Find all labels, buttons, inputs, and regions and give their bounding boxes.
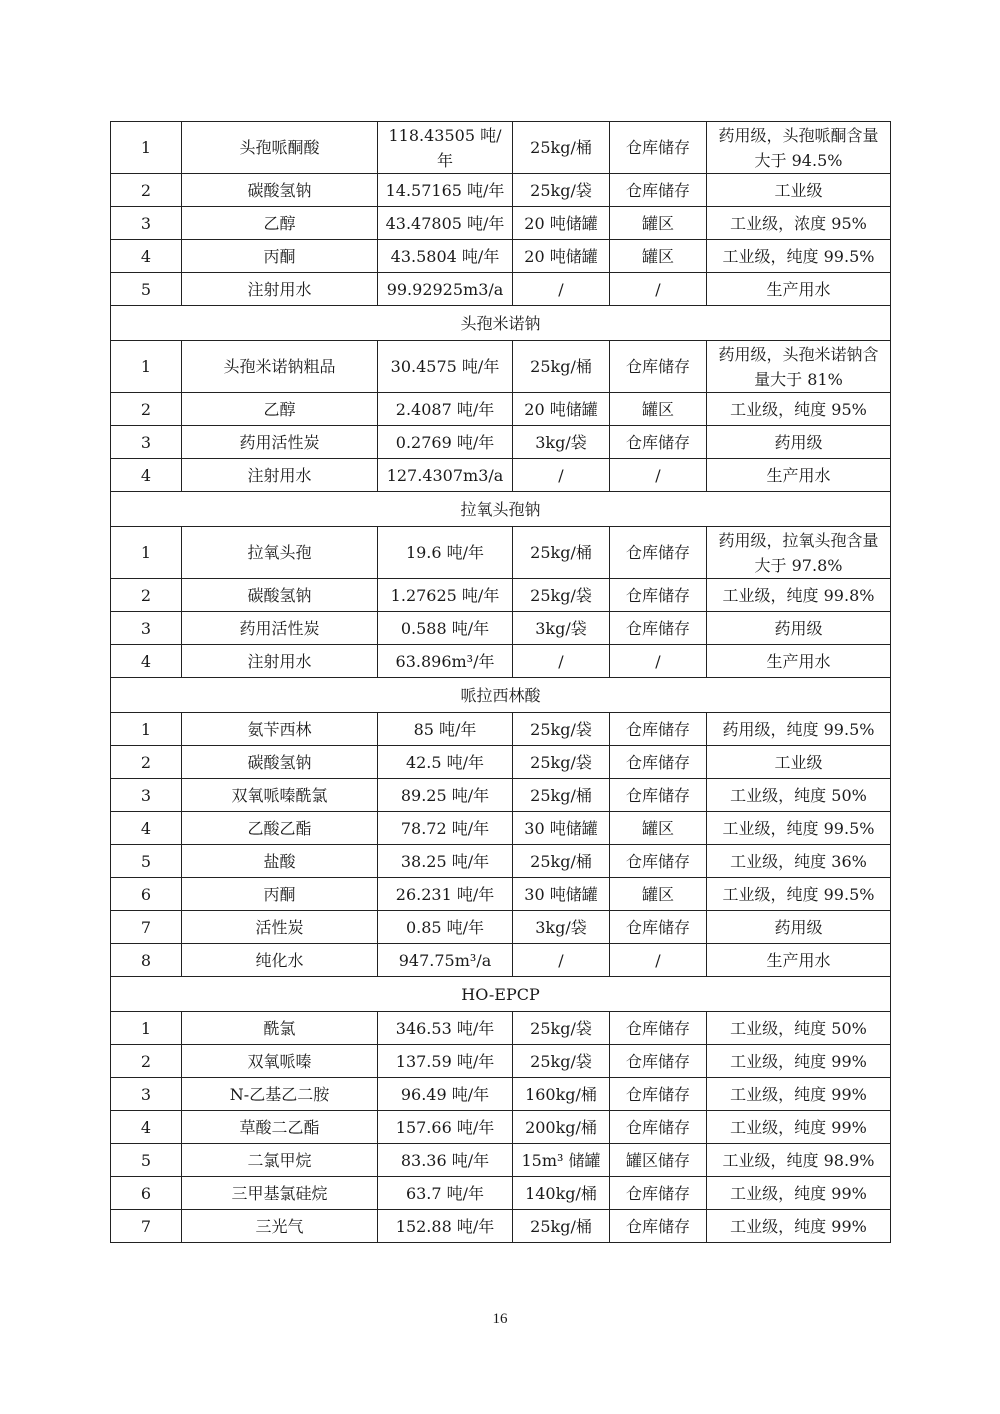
table-row [111,1012,891,1045]
table-row [111,273,891,306]
annual-usage-cell: 0.2769 吨/年 [378,426,513,459]
annual-usage-cell: 38.25 吨/年 [378,845,513,878]
table-row [111,713,891,746]
storage-location-cell: / [610,645,707,678]
packaging-cell: 25kg/桶 [513,341,610,393]
grade-spec-cell: 工业级，浓度 95% [707,207,891,240]
section-header-row [111,306,891,341]
table-row [111,579,891,612]
table-row [111,207,891,240]
row-index-cell: 3 [111,207,182,240]
packaging-cell: 25kg/袋 [513,746,610,779]
table-row [111,878,891,911]
packaging-cell: 160kg/桶 [513,1078,610,1111]
grade-spec-cell: 药用级 [707,911,891,944]
material-name-cell: 拉氧头孢 [182,527,378,579]
table-row [111,812,891,845]
row-index-cell: 5 [111,1144,182,1177]
packaging-cell: 25kg/袋 [513,713,610,746]
packaging-cell: 25kg/桶 [513,779,610,812]
grade-spec-cell: 药用级 [707,612,891,645]
storage-location-cell: 仓库储存 [610,779,707,812]
packaging-cell: 200kg/桶 [513,1111,610,1144]
packaging-cell: 25kg/桶 [513,845,610,878]
row-index-cell: 2 [111,1045,182,1078]
grade-spec-cell: 药用级 [707,426,891,459]
packaging-cell: / [513,645,610,678]
material-name-cell: 盐酸 [182,845,378,878]
grade-spec-cell: 工业级，纯度 99.8% [707,579,891,612]
material-name-cell: 活性炭 [182,911,378,944]
row-index-cell: 4 [111,240,182,273]
row-index-cell: 3 [111,779,182,812]
table-row [111,1177,891,1210]
packaging-cell: 20 吨储罐 [513,240,610,273]
packaging-cell: / [513,273,610,306]
packaging-cell: 3kg/袋 [513,911,610,944]
packaging-cell: 30 吨储罐 [513,812,610,845]
storage-location-cell: 仓库储存 [610,174,707,207]
annual-usage-cell: 26.231 吨/年 [378,878,513,911]
material-name-cell: 三光气 [182,1210,378,1243]
annual-usage-cell: 2.4087 吨/年 [378,393,513,426]
storage-location-cell: 仓库储存 [610,122,707,174]
packaging-cell: 25kg/桶 [513,122,610,174]
material-name-cell: 氨苄西林 [182,713,378,746]
annual-usage-cell: 96.49 吨/年 [378,1078,513,1111]
storage-location-cell: 仓库储存 [610,1078,707,1111]
grade-spec-cell: 工业级，纯度 99% [707,1210,891,1243]
row-index-cell: 7 [111,1210,182,1243]
annual-usage-cell: 78.72 吨/年 [378,812,513,845]
storage-location-cell: / [610,944,707,977]
grade-spec-cell: 工业级，纯度 36% [707,845,891,878]
material-name-cell: 纯化水 [182,944,378,977]
annual-usage-cell: 947.75m³/a [378,944,513,977]
material-name-cell: 注射用水 [182,459,378,492]
packaging-cell: 25kg/袋 [513,579,610,612]
material-name-cell: 双氧哌嗪 [182,1045,378,1078]
annual-usage-cell: 0.85 吨/年 [378,911,513,944]
table-row [111,240,891,273]
row-index-cell: 6 [111,1177,182,1210]
storage-location-cell: 仓库储存 [610,341,707,393]
material-name-cell: 注射用水 [182,273,378,306]
row-index-cell: 1 [111,713,182,746]
table-row [111,122,891,174]
grade-spec-cell: 工业级 [707,174,891,207]
annual-usage-cell: 89.25 吨/年 [378,779,513,812]
row-index-cell: 8 [111,944,182,977]
grade-spec-cell: 工业级，纯度 99% [707,1111,891,1144]
packaging-cell: 25kg/桶 [513,1210,610,1243]
table-row [111,1111,891,1144]
storage-location-cell: 仓库储存 [610,579,707,612]
packaging-cell: 3kg/袋 [513,612,610,645]
storage-location-cell: 仓库储存 [610,426,707,459]
table-row [111,845,891,878]
material-name-cell: 三甲基氯硅烷 [182,1177,378,1210]
annual-usage-cell: 14.57165 吨/年 [378,174,513,207]
storage-location-cell: 罐区 [610,207,707,240]
grade-spec-cell: 生产用水 [707,645,891,678]
row-index-cell: 4 [111,812,182,845]
material-name-cell: 乙酸乙酯 [182,812,378,845]
annual-usage-cell: 43.5804 吨/年 [378,240,513,273]
grade-spec-cell: 生产用水 [707,459,891,492]
section-title: 哌拉西林酸 [111,678,891,713]
annual-usage-cell: 43.47805 吨/年 [378,207,513,240]
annual-usage-cell: 157.66 吨/年 [378,1111,513,1144]
row-index-cell: 3 [111,612,182,645]
grade-spec-cell: 工业级 [707,746,891,779]
storage-location-cell: 仓库储存 [610,845,707,878]
row-index-cell: 2 [111,579,182,612]
material-name-cell: 碳酸氢钠 [182,174,378,207]
material-name-cell: 头孢米诺钠粗品 [182,341,378,393]
packaging-cell: 20 吨储罐 [513,207,610,240]
section-header-row [111,678,891,713]
annual-usage-cell: 152.88 吨/年 [378,1210,513,1243]
table-row [111,527,891,579]
row-index-cell: 3 [111,1078,182,1111]
grade-spec-cell: 工业级，纯度 99.5% [707,240,891,273]
table-row [111,746,891,779]
storage-location-cell: / [610,273,707,306]
storage-location-cell: 仓库储存 [610,612,707,645]
section-header-row [111,492,891,527]
material-name-cell: 药用活性炭 [182,612,378,645]
row-index-cell: 7 [111,911,182,944]
storage-location-cell: 罐区 [610,812,707,845]
grade-spec-cell: 工业级，纯度 99% [707,1177,891,1210]
row-index-cell: 3 [111,426,182,459]
storage-location-cell: 仓库储存 [610,1177,707,1210]
grade-spec-cell: 工业级，纯度 99.5% [707,878,891,911]
row-index-cell: 6 [111,878,182,911]
annual-usage-cell: 42.5 吨/年 [378,746,513,779]
packaging-cell: / [513,459,610,492]
storage-location-cell: 仓库储存 [610,1111,707,1144]
storage-location-cell: 罐区 [610,240,707,273]
material-name-cell: 丙酮 [182,878,378,911]
storage-location-cell: 罐区 [610,878,707,911]
grade-spec-cell: 药用级，头孢哌酮含量大于 94.5% [707,122,891,174]
storage-location-cell: 仓库储存 [610,1045,707,1078]
row-index-cell: 2 [111,174,182,207]
row-index-cell: 5 [111,845,182,878]
page-number: 16 [492,1311,508,1327]
annual-usage-cell: 127.4307m3/a [378,459,513,492]
table-row [111,612,891,645]
row-index-cell: 1 [111,1012,182,1045]
grade-spec-cell: 药用级，拉氧头孢含量大于 97.8% [707,527,891,579]
storage-location-cell: 仓库储存 [610,1210,707,1243]
row-index-cell: 4 [111,1111,182,1144]
storage-location-cell: / [610,459,707,492]
row-index-cell: 1 [111,122,182,174]
annual-usage-cell: 63.7 吨/年 [378,1177,513,1210]
material-name-cell: 碳酸氢钠 [182,579,378,612]
row-index-cell: 4 [111,645,182,678]
grade-spec-cell: 工业级，纯度 99% [707,1078,891,1111]
table-row [111,174,891,207]
packaging-cell: 140kg/桶 [513,1177,610,1210]
material-name-cell: 酰氯 [182,1012,378,1045]
storage-location-cell: 仓库储存 [610,746,707,779]
section-header-row [111,977,891,1012]
material-name-cell: 注射用水 [182,645,378,678]
annual-usage-cell: 83.36 吨/年 [378,1144,513,1177]
storage-location-cell: 罐区储存 [610,1144,707,1177]
grade-spec-cell: 工业级，纯度 50% [707,1012,891,1045]
row-index-cell: 4 [111,459,182,492]
annual-usage-cell: 99.92925m3/a [378,273,513,306]
table-row [111,341,891,393]
table-row [111,944,891,977]
row-index-cell: 2 [111,746,182,779]
table-row [111,1210,891,1243]
table-row [111,645,891,678]
row-index-cell: 2 [111,393,182,426]
material-name-cell: 头孢哌酮酸 [182,122,378,174]
grade-spec-cell: 工业级，纯度 99.5% [707,812,891,845]
material-name-cell: N-乙基乙二胺 [182,1078,378,1111]
table-row [111,1045,891,1078]
material-name-cell: 双氧哌嗪酰氯 [182,779,378,812]
packaging-cell: 25kg/袋 [513,1012,610,1045]
grade-spec-cell: 药用级，纯度 99.5% [707,713,891,746]
material-name-cell: 碳酸氢钠 [182,746,378,779]
section-title: 拉氧头孢钠 [111,492,891,527]
grade-spec-cell: 生产用水 [707,944,891,977]
storage-location-cell: 仓库储存 [610,911,707,944]
row-index-cell: 1 [111,527,182,579]
grade-spec-cell: 工业级，纯度 50% [707,779,891,812]
table-row [111,393,891,426]
material-name-cell: 药用活性炭 [182,426,378,459]
storage-location-cell: 仓库储存 [610,713,707,746]
annual-usage-cell: 63.896m³/年 [378,645,513,678]
grade-spec-cell: 生产用水 [707,273,891,306]
packaging-cell: / [513,944,610,977]
row-index-cell: 5 [111,273,182,306]
grade-spec-cell: 工业级，纯度 95% [707,393,891,426]
table-row [111,1078,891,1111]
packaging-cell: 25kg/袋 [513,174,610,207]
table-row [111,911,891,944]
packaging-cell: 30 吨储罐 [513,878,610,911]
table-row [111,779,891,812]
material-name-cell: 乙醇 [182,207,378,240]
grade-spec-cell: 药用级，头孢米诺钠含量大于 81% [707,341,891,393]
material-name-cell: 丙酮 [182,240,378,273]
annual-usage-cell: 346.53 吨/年 [378,1012,513,1045]
annual-usage-cell: 1.27625 吨/年 [378,579,513,612]
materials-table [110,121,891,1243]
table-row [111,1144,891,1177]
material-name-cell: 二氯甲烷 [182,1144,378,1177]
storage-location-cell: 罐区 [610,393,707,426]
table-row [111,426,891,459]
section-title: HO-EPCP [111,977,891,1012]
packaging-cell: 3kg/袋 [513,426,610,459]
storage-location-cell: 仓库储存 [610,1012,707,1045]
material-name-cell: 乙醇 [182,393,378,426]
annual-usage-cell: 85 吨/年 [378,713,513,746]
table-row [111,459,891,492]
grade-spec-cell: 工业级，纯度 99% [707,1045,891,1078]
annual-usage-cell: 0.588 吨/年 [378,612,513,645]
grade-spec-cell: 工业级，纯度 98.9% [707,1144,891,1177]
annual-usage-cell: 30.4575 吨/年 [378,341,513,393]
packaging-cell: 25kg/袋 [513,1045,610,1078]
storage-location-cell: 仓库储存 [610,527,707,579]
annual-usage-cell: 118.43505 吨/年 [378,122,513,174]
packaging-cell: 25kg/桶 [513,527,610,579]
material-name-cell: 草酸二乙酯 [182,1111,378,1144]
annual-usage-cell: 19.6 吨/年 [378,527,513,579]
packaging-cell: 15m³ 储罐 [513,1144,610,1177]
annual-usage-cell: 137.59 吨/年 [378,1045,513,1078]
row-index-cell: 1 [111,341,182,393]
section-title: 头孢米诺钠 [111,306,891,341]
packaging-cell: 20 吨储罐 [513,393,610,426]
